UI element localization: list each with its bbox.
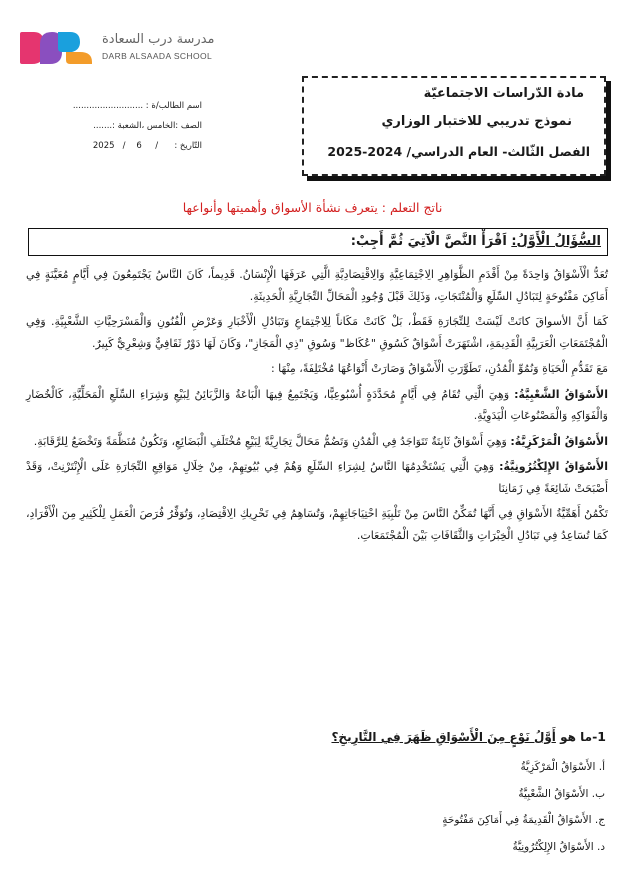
school-logo [18,30,258,68]
reading-passage [26,264,608,550]
school-logo-icon [18,30,96,66]
passage-paragraph-3: مَعَ تَقَدُّمِ الْحَيَاةِ وَنُمُوِّ الْمُدُنِ، تَطَوَّرَتِ الْأَسْوَاقُ وَصَارَتْ أَنْوَاعُهَا مُخْتَلِفَةً، مِنْهَا : [270,362,608,375]
school-name-english: DARB ALSAADA SCHOOL [102,51,213,61]
passage-paragraph-2: كَمَا أَنَّ الأسواقَ كانَتْ لَيْسَتْ لِلتِّجَارَةِ فَقَطْ، بَلْ كَانَتْ مَكَاناً لِلِاجْتِمَاعِ وَتَبَادُلِ الْأَخْبَارِ وَعَرْضِ الْفُنُونِ وَالْمَسْرَحِيَّاتِ الشَّعْبِيَّةِ. وَفِي الْمُجْتَمَعَاتِ الْعَرَبِيَّةِ الْقَدِيمَةِ، اشْتَهَرَتْ أَسْوَاقٌ كَسُوقِ "عُكَاظ" وَسُوقِ "ذِي الْمَجَازِ"، وَكَانَ لَهَا دَوْرٌ ثَقَافِيٌّ وَشِعْرِيٌّ كَبِيرٌ. [26,315,608,350]
student-name-field[interactable]: اسم الطالب/ة : .......................... [72,101,202,111]
student-info [42,96,202,156]
market-type-popular-label: الأَسْوَاقُ الشَّعْبِيَّةُ: [514,387,609,401]
date-year: 2025 [92,141,115,151]
market-type-central-text: وَهِيَ أَسْوَاقٌ ثَابِتَةٌ تَتَوَاجَدُ فِي الْمُدُنِ وَتَضُمُّ مَحَالَّ تِجَارِيَّةً لِبَيْعِ مُخْتَلَفِ الْبَضَائِعِ، وَتَكُونُ مُنَظَّمَةً وَتَخْضَعُ لِلرَّقَابَةِ. [33,434,507,448]
market-type-electronic [26,456,608,499]
date-label: التّاريخ : [174,141,202,151]
market-type-popular [26,384,608,427]
mcq-number: 1- [592,729,606,744]
market-type-electronic-text: وَهِيَ الَّتِي يَسْتَخْدِمُهَا النَّاسُ لِشِرَاءِ السِّلَعِ وَهُمْ فِي بُيُوتِهِمْ، مِنْ خِلَالِ مَوَاقِعِ التِّجَارَةِ عَلَى الْإِنْتَرْنِتْ، وَقَدْ أَصْبَحَتْ شَائِعَةً فِي زَمَانِنَا [26,460,608,495]
question-1-label: السُّؤَالُ الْأَوَّلُ: [511,234,601,249]
market-type-central [26,431,608,453]
passage-paragraph-4: تَكْمُنُ أَهَمِّيَّةُ الأَسْوَاقِ فِي أَنَّهَا تُمَكِّنُ النَّاسَ مِنْ تَلْبِيَةِ احْتِيَاجَاتِهِمْ، وَتُسَاهِمُ فِي تَحْرِيكِ الِاقْتِصَادِ، وَتُوَفِّرُ فُرَصَ الْعَمَلِ لِلْكَثِيرِ مِنَ الْأَفْرَادِ، كَمَا تُسَاعِدُ فِي تَبَادُلِ الْخِبْرَاتِ وَالثَّقَافَاتِ بَيْنَ الْمُجْتَمَعَاتِ. [26,507,608,542]
date-sep: / [122,141,126,151]
date-field[interactable] [42,136,202,156]
market-type-popular-text: وَهِيَ الَّتِي تُقَامُ فِي أَيَّامٍ مُحَدَّدَةٍ أُسْبُوعِيًّا، وَيَجْتَمِعُ فِيهَا الْبَاعَةُ وَالزَّبَائِنُ لِبَيْعِ وَشِرَاءِ السِّلَعِ الْمَحَلِّيَّةِ، كَالْخُضَارِ وَالْفَوَاكِهِ وَالْمَصْنُوعَاتِ الْيَدَوِيَّةِ. [26,387,608,422]
passage-paragraph-1: تُعَدُّ الْأَسْوَاقُ وَاحِدَةً مِنْ أَقْدَمِ الظَّوَاهِرِ الِاجْتِمَاعِيَّةِ وَالِاقْتِصَادِيَّةِ الَّتِي عَرَفَهَا الْإِنْسَانُ. قَدِيماً، كَانَ النَّاسُ يَجْتَمِعُونَ فِي أَيَّامٍ مُعَيَّنَةٍ فِي أَمَاكِنَ مَفْتُوحَةٍ لِتَبَادُلِ السِّلَعِ وَالْمُنْتَجَاتِ، وَذَلِكَ قَبْلَ وُجُودِ الْمَحَالِّ التِّجَارِيَّةِ الْحَدِيثَةِ. [26,268,608,303]
question-1-header [28,228,608,256]
market-type-central-label: الأَسْوَاقُ الْمَرْكَزِيَّةُ: [510,434,608,448]
term-title: الفصل الثّالث- العام الدراسي/ 2024-2025 [327,144,590,159]
date-day-sep: / [155,141,159,151]
class-field[interactable]: الصف :الخامس ،الشعبة :....... [93,121,202,131]
school-name-arabic: مدرسة درب السعادة [102,32,215,47]
mcq-option-d[interactable]: د. الأَسْوَاقُ الإِلِكْتُرُونِيَّةُ [512,840,605,853]
mcq-option-a[interactable]: أ. الأَسْوَاقُ الْمَرْكَزِيَّةُ [520,761,605,773]
mcq-question-1 [26,729,606,744]
exam-title: نموذج تدريبي للاختبار الوزاري [381,114,572,129]
mcq-option-c[interactable]: ج. الأَسْوَاقُ الْقَدِيمَةُ فِي أَمَاكِنَ مَفْتُوحَةٍ [442,814,605,826]
exam-header-box [302,76,606,176]
market-type-electronic-label: الأَسْوَاقُ الإِلِكْتُرُونِيَّةُ: [499,460,609,473]
mcq-options [305,754,605,860]
subject-title: مادة الدّراسات الاجتماعيّة [423,86,584,101]
learning-outcome: ناتج التعلم : يتعرف نشأة الأسواق وأهميتها وأنواعها [182,200,443,215]
mcq-prefix: ما هو [560,730,593,744]
question-1-instruction: اَقْرَأْ النَّصَّ الْآتِيَ ثُمَّ أَجِبْ: [350,234,507,249]
mcq-option-b[interactable]: ب. الأَسْوَاقُ الشَّعْبِيَّةُ [518,787,605,800]
date-month: 6 [136,141,142,151]
mcq-question-text: أَوَّلُ نَوْعٍ مِنَ الْأَسْوَاقِ ظَهَرَ فِي التَّارِيخِ؟ [331,730,556,744]
